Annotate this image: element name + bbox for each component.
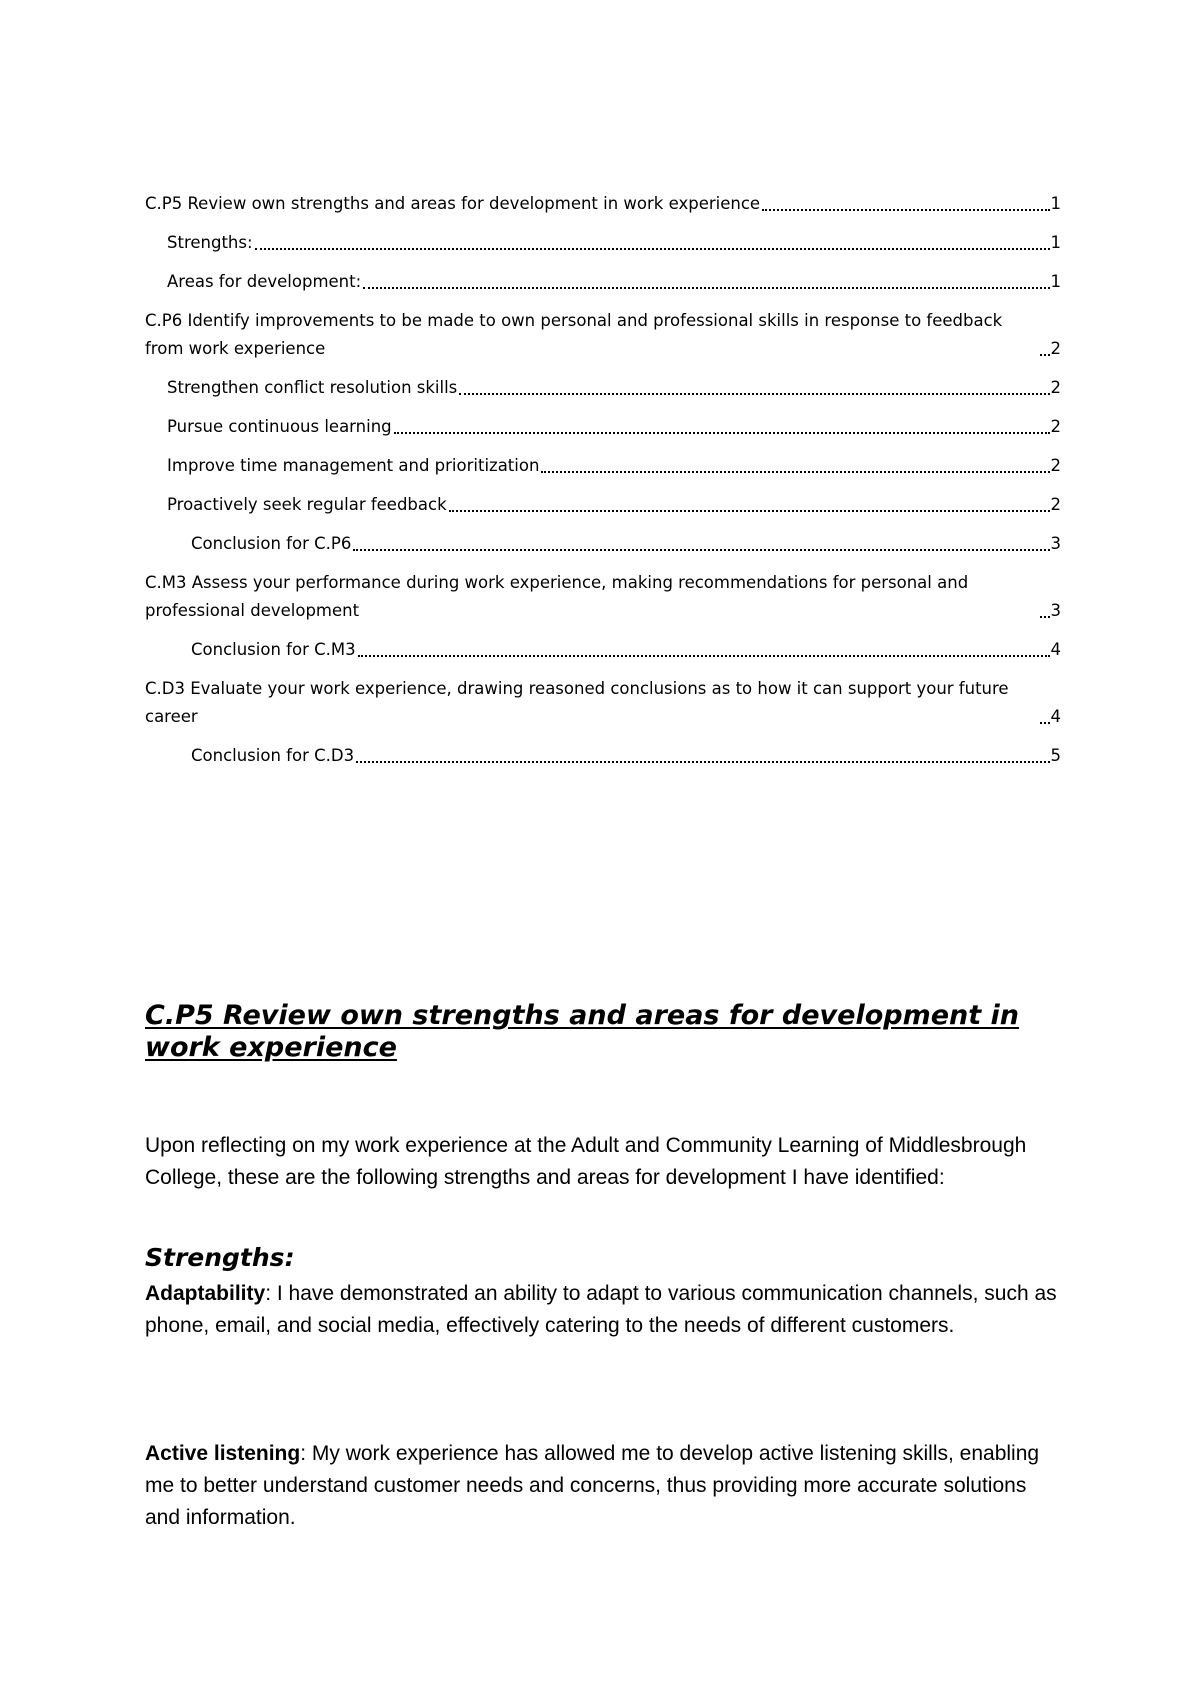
toc-entry[interactable] — [145, 452, 1061, 480]
toc-leader-dots — [356, 761, 1049, 763]
toc-entry-text: C.M3 Assess your performance during work experience, making recommendations for personal and professional development — [145, 573, 969, 620]
toc-page-number: 2 — [1050, 339, 1061, 358]
toc-page-number: 2 — [1050, 456, 1061, 475]
toc-page-number: 2 — [1050, 378, 1061, 397]
toc-leader-dots — [541, 471, 1049, 473]
toc-entry-text: Strengthen conflict resolution skills — [167, 378, 458, 397]
intro-paragraph: Upon reflecting on my work experience at the Adult and Community Learning of Middlesbrough College, these are the following strengths and areas for development I have identified: — [145, 1134, 1027, 1189]
toc-page-number: 4 — [1050, 707, 1061, 726]
toc-entry[interactable] — [145, 229, 1061, 257]
toc-entry-text: Areas for development: — [167, 272, 362, 291]
toc-leader-dots — [1040, 616, 1050, 618]
toc-entry[interactable] — [145, 530, 1061, 558]
toc-entry-text: Proactively seek regular feedback — [167, 495, 447, 514]
toc-entry[interactable] — [145, 742, 1061, 770]
toc-leader-dots — [394, 432, 1050, 434]
strength-paragraph-adaptability — [145, 1278, 1065, 1342]
toc-page-number: 3 — [1050, 534, 1061, 553]
toc-page-number: 1 — [1050, 272, 1061, 291]
toc-entry[interactable] — [145, 569, 1061, 625]
toc-leader-dots — [363, 287, 1049, 289]
toc-page-number: 1 — [1050, 194, 1061, 213]
toc-entry-text: Conclusion for C.D3 — [191, 746, 355, 765]
toc-entry-text: Pursue continuous learning — [167, 417, 392, 436]
toc-entry[interactable] — [145, 491, 1061, 519]
toc-entry-text: Conclusion for C.P6 — [191, 534, 352, 553]
section-title: C.P5 Review own strengths and areas for development in work experience — [145, 1000, 1020, 1063]
toc-entry[interactable] — [145, 374, 1061, 402]
toc-entry-text: Strengths: — [167, 233, 253, 252]
toc-entry-text: Conclusion for C.M3 — [191, 640, 356, 659]
toc-entry[interactable] — [145, 413, 1061, 441]
toc-leader-dots — [358, 655, 1050, 657]
strength-text: : I have demonstrated an ability to adapt to various communication channels, such as phone, email, and social media, effectively catering to the needs of different customers. — [145, 1282, 1057, 1337]
toc-entry-text: Improve time management and prioritization — [167, 456, 540, 475]
toc-page-number: 2 — [1050, 417, 1061, 436]
toc-entry-text: C.D3 Evaluate your work experience, drawing reasoned conclusions as to how it can support your future career — [145, 679, 1009, 726]
toc-entry[interactable] — [145, 307, 1061, 363]
strength-label: Adaptability — [145, 1282, 266, 1305]
toc-entry[interactable] — [145, 268, 1061, 296]
strengths-heading: Strengths: — [145, 1243, 295, 1272]
toc-entry[interactable] — [145, 675, 1061, 731]
toc-entry[interactable] — [145, 190, 1061, 218]
toc-entry[interactable] — [145, 636, 1061, 664]
toc-page-number: 2 — [1050, 495, 1061, 514]
strength-paragraph-active-listening — [145, 1438, 1065, 1534]
toc-entry-text: C.P5 Review own strengths and areas for development in work experience — [145, 194, 761, 213]
toc-leader-dots — [459, 393, 1049, 395]
toc-leader-dots — [255, 248, 1050, 250]
toc-leader-dots — [353, 549, 1049, 551]
toc-entry-text: C.P6 Identify improvements to be made to own personal and professional skills in response to feedback from work experience — [145, 311, 1003, 358]
strength-label: Active listening — [145, 1442, 301, 1465]
toc-page-number: 5 — [1050, 746, 1061, 765]
strength-text: : My work experience has allowed me to develop active listening skills, enabling me to better understand customer needs and concerns, thus providing more accurate solutions and information. — [145, 1442, 1040, 1529]
toc-leader-dots — [762, 209, 1049, 211]
toc-page-number: 3 — [1050, 601, 1061, 620]
toc-page-number: 1 — [1050, 233, 1061, 252]
toc-page-number: 4 — [1050, 640, 1061, 659]
table-of-contents — [145, 190, 1061, 781]
toc-leader-dots — [449, 510, 1050, 512]
toc-leader-dots — [1040, 354, 1050, 356]
toc-leader-dots — [1040, 722, 1050, 724]
